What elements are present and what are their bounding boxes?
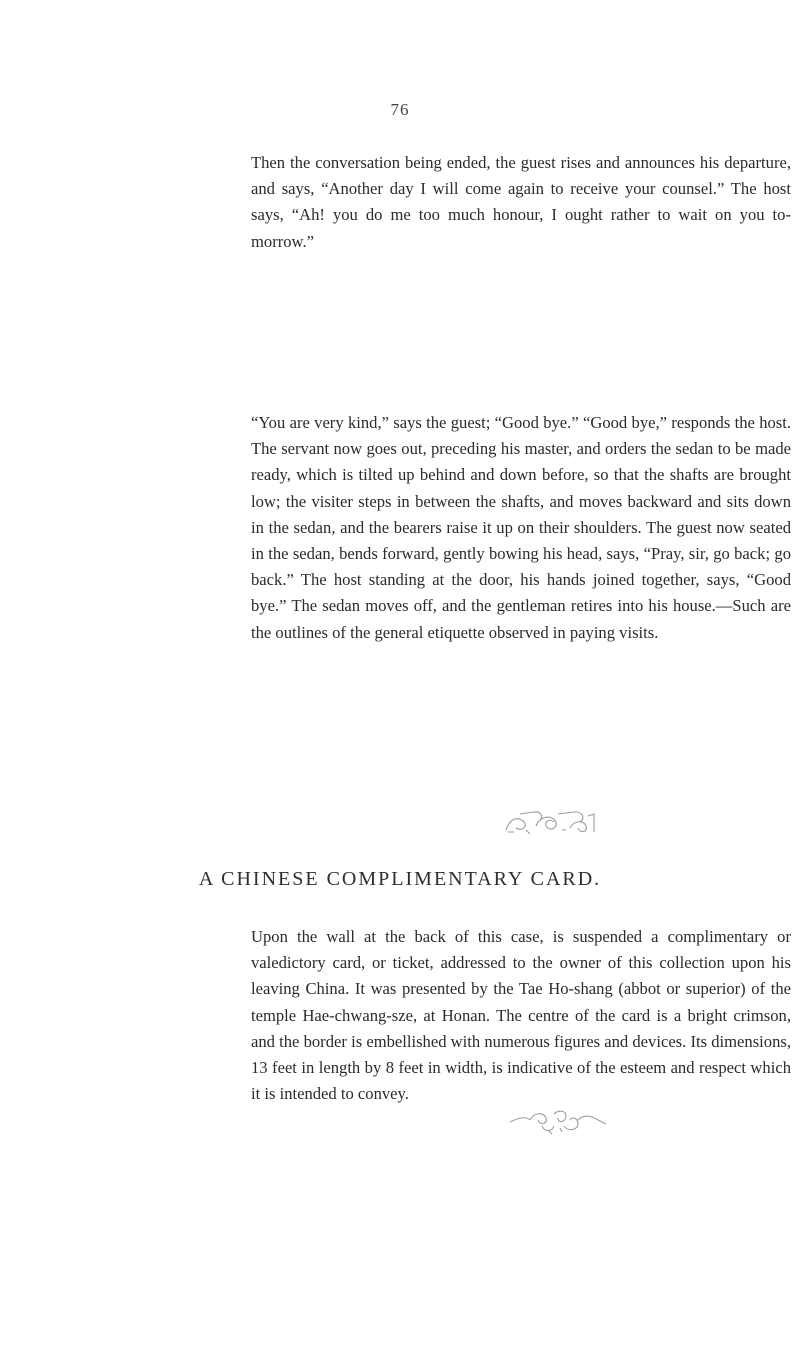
decorative-scroll-ornament-icon xyxy=(500,808,600,838)
paragraph-sedan-etiquette: “You are very kind,” says the guest; “Good bye.” “Good bye,” responds the host. The servant now goes out, preceding his master, and orders the sedan to be made ready, which is tilted up behind and down before, so that the shafts are brought low; the visiter steps in between the shafts, and moves backward and sits down in the sedan, and the bearers raise it up on their shoulders. The guest now seated in the sedan, bends forward, gently bowing his head, says, “Pray, sir, go back; go back.” The host standing at the door, his hands joined together, says, “Good bye.” The sedan moves off, and the gentleman retires into his house.—Such are the outlines of the general etiquette observed in paying visits. xyxy=(251,413,791,642)
decorative-flourish-ornament-icon xyxy=(508,1106,608,1136)
paragraph-farewell-conversation: Then the conversation being ended, the guest rises and announces his departure, and says, “Another day I will come again to receive your counsel.” The host says, “Ah! you do me too much honour, I ought rather to wait on you to-morrow.” xyxy=(251,153,791,251)
page-number: 76 xyxy=(390,100,410,119)
paragraph-complimentary-card: Upon the wall at the back of this case, is suspended a complimentary or valedictory card, or ticket, addressed to the owner of this collection upon his leaving China. It was presented by the Tae Ho-shang (abbot or superior) of the temple Hae-chwang-sze, at Honan. The centre of the card is a bright crimson, and the border is embellished with numerous figures and devices. Its dimensions, 13 feet in length by 8 feet in width, is indicative of the esteem and respect which it is intended to convey. xyxy=(251,927,791,1104)
section-title: A CHINESE COMPLIMENTARY CARD. xyxy=(198,868,602,890)
